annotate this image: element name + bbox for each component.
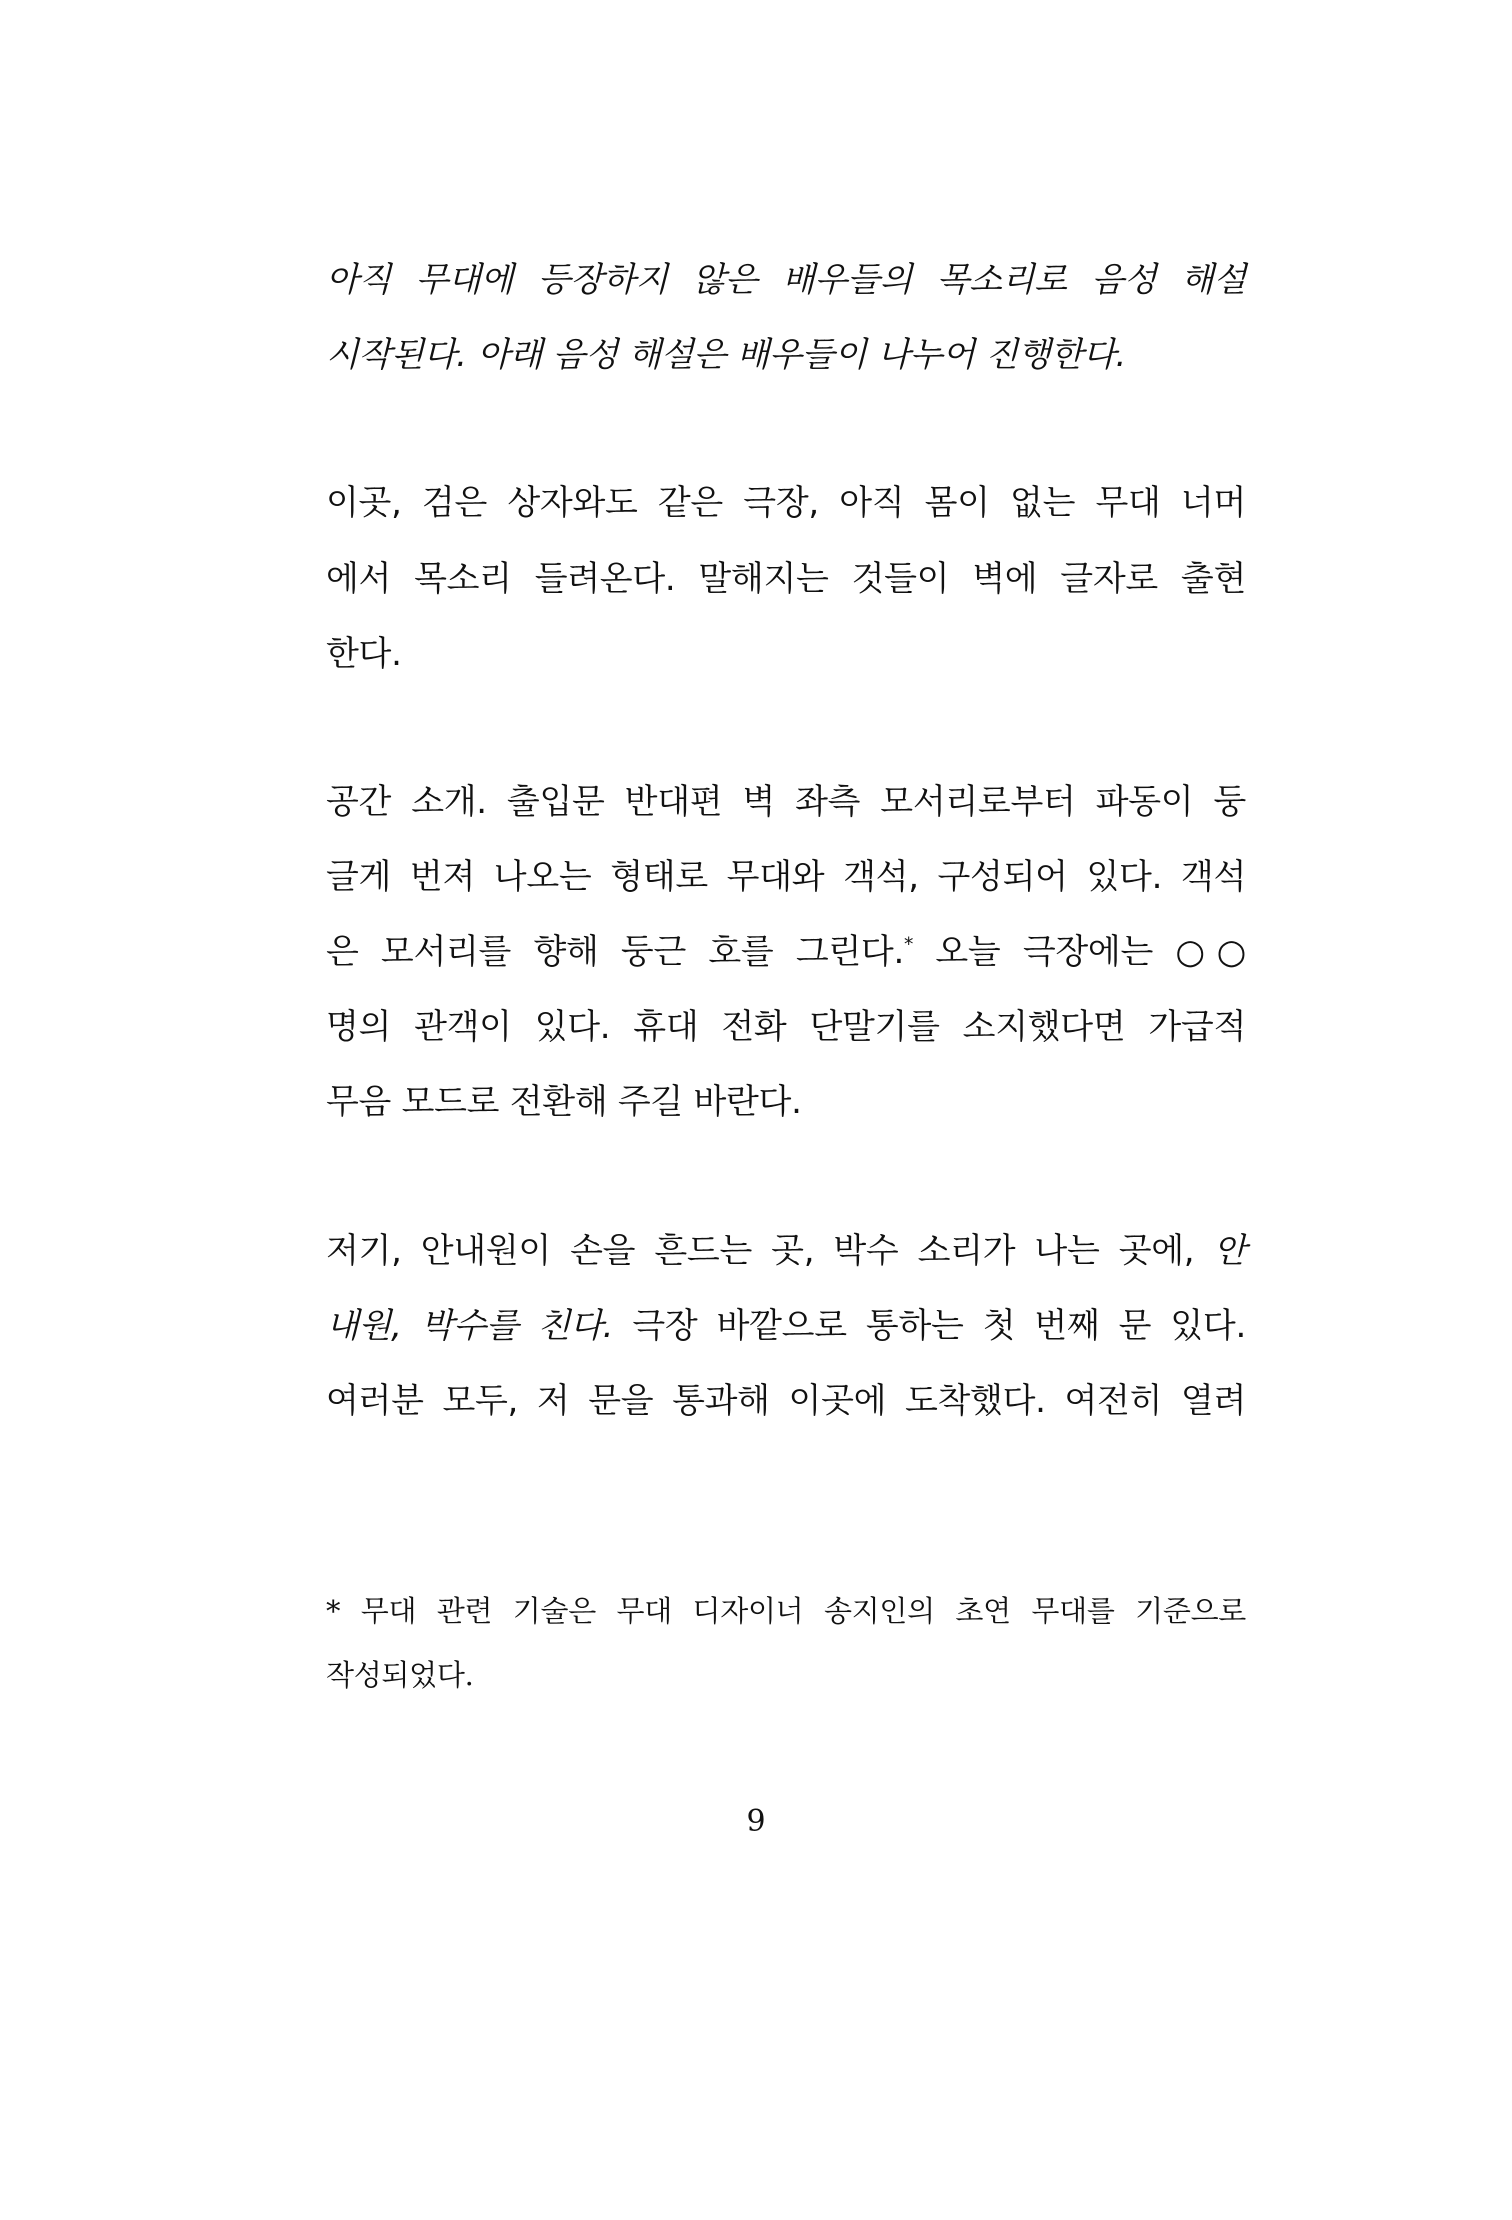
footnote-marker: * bbox=[903, 934, 914, 956]
body-line: 에서 목소리 들려온다. 말해지는 것들이 벽에 글자로 출현 bbox=[326, 559, 1246, 599]
body-line: 글게 번져 나오는 형태로 무대와 객석, 구성되어 있다. 객석 bbox=[326, 857, 1246, 897]
body-text: 은 모서리를 향해 둥근 호를 그린다. bbox=[326, 932, 904, 972]
body-text: 저기, 안내원이 손을 흔드는 곳, 박수 소리가 나는 곳에, bbox=[326, 1231, 1214, 1271]
body-text: 오늘 극장에는 ○○ bbox=[913, 932, 1246, 972]
stage-direction-inline: 내원, 박수를 친다. bbox=[326, 1306, 614, 1346]
body-line: 명의 관객이 있다. 휴대 전화 단말기를 소지했다면 가급적 bbox=[326, 1007, 1246, 1047]
body-line bbox=[326, 1304, 1246, 1348]
stage-direction-line-1: 아직 무대에 등장하지 않은 배우들의 목소리로 음성 해설 bbox=[326, 260, 1246, 300]
body-line bbox=[326, 1229, 1246, 1273]
body-line: 공간 소개. 출입문 반대편 벽 좌측 모서리로부터 파동이 둥 bbox=[326, 782, 1246, 822]
body-line: 한다. bbox=[326, 634, 402, 674]
body-line: 여러분 모두, 저 문을 통과해 이곳에 도착했다. 여전히 열려 bbox=[326, 1381, 1246, 1421]
stage-direction-inline: 안 bbox=[1213, 1231, 1246, 1271]
page-number: 9 bbox=[746, 1804, 766, 1839]
footnote-line-1: * 무대 관련 기술은 무대 디자이너 송지인의 초연 무대를 기준으로 bbox=[326, 1594, 1246, 1628]
stage-direction-line-2: 시작된다. 아래 음성 해설은 배우들이 나누어 진행한다. bbox=[326, 335, 1127, 375]
body-text: 극장 바깥으로 통하는 첫 번째 문 있다. bbox=[613, 1306, 1246, 1346]
body-line: 무음 모드로 전환해 주길 바란다. bbox=[326, 1082, 802, 1122]
footnote-line-2: 작성되었다. bbox=[326, 1658, 474, 1692]
body-line: 이곳, 검은 상자와도 같은 극장, 아직 몸이 없는 무대 너머 bbox=[326, 483, 1246, 523]
body-line-with-footnote-mark bbox=[326, 930, 1246, 974]
